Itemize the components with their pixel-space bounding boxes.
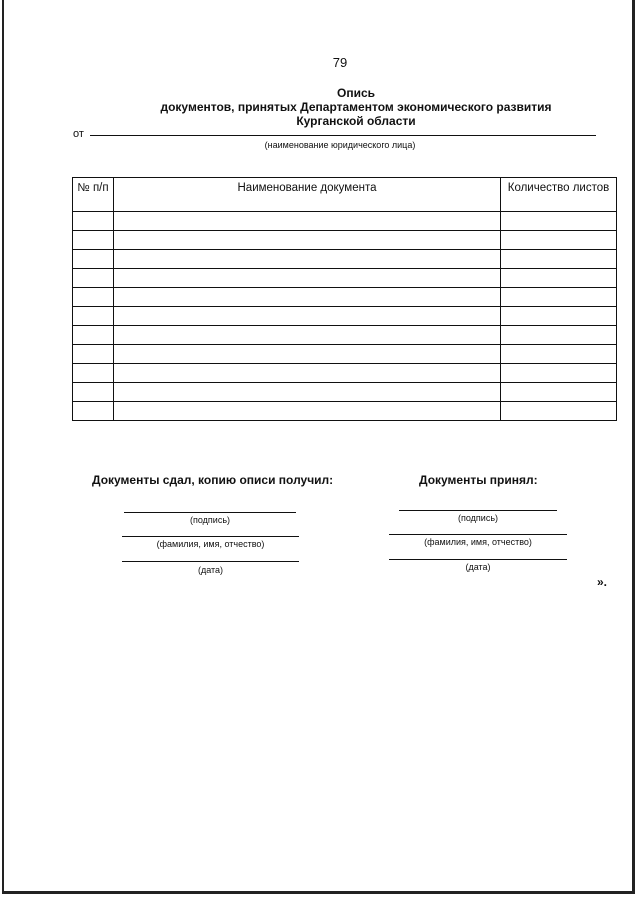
table-cell-name (114, 307, 501, 326)
right-name-line (389, 534, 567, 535)
table-row (73, 364, 617, 383)
right-date-line (389, 559, 567, 560)
from-blank-line (90, 135, 596, 136)
table-cell-name (114, 250, 501, 269)
table-cell-number (73, 212, 114, 231)
table-row (73, 212, 617, 231)
left-name-caption: (фамилия, имя, отчество) (156, 539, 265, 549)
table-cell-name (114, 402, 501, 421)
table-row (73, 288, 617, 307)
column-header-name: Наименование документа (114, 178, 501, 212)
table-row (73, 383, 617, 402)
table-cell-sheets (501, 383, 617, 402)
from-label: от (73, 128, 84, 140)
table-row (73, 231, 617, 250)
table-cell-number (73, 364, 114, 383)
page-number: 79 (332, 55, 348, 70)
table-cell-sheets (501, 307, 617, 326)
column-header-sheets: Количество листов (501, 178, 617, 212)
table-cell-number (73, 250, 114, 269)
title-line-2: документов, принятых Департаментом экономического развития (160, 100, 552, 114)
table-cell-number (73, 383, 114, 402)
accepted-heading: Документы принял: (419, 473, 538, 487)
table-cell-name (114, 383, 501, 402)
from-caption: (наименование юридического лица) (264, 140, 416, 150)
table-cell-sheets (501, 231, 617, 250)
left-name-line (122, 536, 299, 537)
inventory-table (72, 177, 617, 421)
table-cell-number (73, 307, 114, 326)
table-cell-name (114, 269, 501, 288)
title-line-3: Курганской области (296, 114, 416, 128)
table-cell-sheets (501, 288, 617, 307)
table-cell-number (73, 231, 114, 250)
table-row (73, 345, 617, 364)
right-signature-line (399, 510, 557, 511)
table-cell-sheets (501, 364, 617, 383)
right-signature-caption: (подпись) (457, 513, 499, 523)
table-row (73, 269, 617, 288)
table-cell-name (114, 364, 501, 383)
table-cell-name (114, 345, 501, 364)
table-cell-name (114, 212, 501, 231)
table-cell-number (73, 402, 114, 421)
table-cell-name (114, 288, 501, 307)
closing-quote: ». (597, 575, 608, 589)
table-cell-number (73, 326, 114, 345)
table-row (73, 402, 617, 421)
left-date-line (122, 561, 299, 562)
table-cell-sheets (501, 269, 617, 288)
handed-over-heading: Документы сдал, копию описи получил: (92, 473, 334, 487)
table-cell-name (114, 326, 501, 345)
table-row (73, 307, 617, 326)
table-cell-name (114, 231, 501, 250)
table-cell-sheets (501, 326, 617, 345)
table-cell-number (73, 288, 114, 307)
document-title (0, 86, 640, 128)
right-date-caption: (дата) (465, 562, 491, 572)
title-line-1: Опись (336, 86, 375, 100)
left-signature-caption: (подпись) (189, 515, 231, 525)
table-cell-sheets (501, 402, 617, 421)
table-header-row (73, 178, 617, 212)
table-cell-sheets (501, 345, 617, 364)
left-date-caption: (дата) (197, 565, 224, 575)
table-row (73, 250, 617, 269)
table-cell-number (73, 345, 114, 364)
table-body (73, 212, 617, 421)
table-row (73, 326, 617, 345)
column-header-number: № п/п (73, 178, 114, 212)
right-name-caption: (фамилия, имя, отчество) (424, 537, 532, 547)
table-cell-sheets (501, 212, 617, 231)
table-cell-sheets (501, 250, 617, 269)
left-signature-line (124, 512, 296, 513)
table-cell-number (73, 269, 114, 288)
